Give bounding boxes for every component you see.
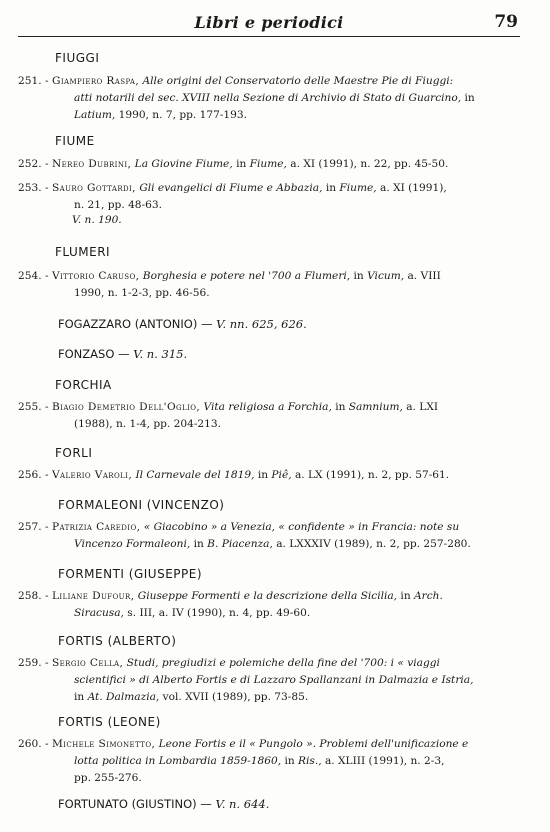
entry-in: in: [331, 401, 349, 413]
entry-citation: a. VIII: [404, 270, 441, 282]
entry-line: [52, 672, 493, 689]
section-heading-fortunato: FORTUNATO (GIUSTINO): [58, 797, 197, 811]
entry-line: [52, 736, 493, 753]
crossref-target: V. n. 315.: [133, 347, 188, 361]
crossref-target: V. n. 644.: [215, 797, 270, 811]
entry-line: [52, 90, 493, 107]
entry-text: [52, 156, 493, 173]
section-heading-fonzaso: FONZASO: [58, 347, 115, 361]
entry-line: [52, 268, 493, 285]
entry-in: in: [461, 92, 475, 104]
entry-title: La Giovine Fiume,: [134, 158, 233, 170]
entry-journal: Latium,: [74, 109, 116, 121]
entry-line: [52, 285, 493, 302]
entry-text: [52, 73, 493, 124]
entry-citation: 1990, n. 7, pp. 177-193.: [115, 109, 248, 121]
entry-in: in: [254, 469, 272, 481]
page-number: 79: [494, 12, 518, 32]
entry-in: in: [281, 755, 299, 767]
section-heading-fortis-leone: FORTIS (LEONE): [58, 715, 161, 729]
entry-title: « Giacobino » a Venezia, « confidente » in Francia: note su: [143, 521, 460, 533]
entry-journal: Fiume,: [339, 182, 377, 194]
entry-citation: (1988), n. 1-4, pp. 204-213.: [74, 418, 221, 430]
entry-journal: Siracusa,: [74, 607, 124, 619]
entry-in: in: [232, 158, 250, 170]
crossref-dash: —: [197, 317, 217, 331]
entry-author: Liliane Dufour,: [52, 590, 135, 602]
entry-title: Giuseppe Formenti e la descrizione della Sicilia,: [137, 590, 398, 602]
entry-253-see-also: V. n. 190.: [72, 214, 122, 226]
entry-line: [52, 197, 493, 214]
crossref-fortunato: [58, 797, 269, 811]
entry-title: Alle origini del Conservatorio delle Maestre Pie di Fiuggi:: [142, 75, 454, 87]
crossref-fonzaso: [58, 347, 187, 361]
entry-number: 258. -: [18, 590, 49, 602]
entry-text: [52, 399, 493, 433]
entry-citation: s. III, a. IV (1990), n. 4, pp. 49-60.: [123, 607, 311, 619]
entry-title: Vita religiosa a Forchia,: [203, 401, 332, 413]
entry-number: 260. -: [18, 738, 49, 750]
section-heading-fogazzaro: FOGAZZARO (ANTONIO): [58, 317, 198, 331]
entry-line: [52, 605, 493, 622]
entry-citation: a. LX (1991), n. 2, pp. 57-61.: [291, 469, 450, 481]
section-heading-formenti: FORMENTI (GIUSEPPE): [58, 567, 203, 581]
entry-line: [52, 180, 493, 197]
entry-line: [52, 107, 493, 124]
entry-journal: At. Dalmazia,: [87, 691, 160, 703]
entry-text: [52, 588, 493, 622]
entry-citation: n. 21, pp. 48-63.: [74, 199, 162, 211]
entry-title: atti notarili del sec. XVIII nella Sezione di Archivio di Stato di Guarcino,: [74, 92, 462, 104]
entry-author: Biagio Demetrio Dell'Oglio,: [52, 401, 201, 413]
entry-line: [52, 519, 493, 536]
entry-number: 251. -: [18, 75, 49, 87]
entry-line: [52, 536, 493, 553]
entry-line: [52, 399, 493, 416]
entry-title: scientifici » di Alberto Fortis e di Lazzaro Spallanzani in Dalmazia e Istria,: [74, 674, 474, 686]
entry-number: 252. -: [18, 158, 49, 170]
crossref-fogazzaro: [58, 317, 307, 331]
section-heading-forchia: FORCHIA: [55, 378, 112, 392]
entry-title: Borghesia e potere nel '700 a Flumeri,: [142, 270, 351, 282]
section-heading-fortis-alberto: FORTIS (ALBERTO): [58, 634, 177, 648]
entry-text: [52, 519, 493, 553]
entry-author: Patrizia Caredio,: [52, 521, 141, 533]
entry-author: Nereo Dubrini,: [52, 158, 132, 170]
entry-journal: Ris.,: [298, 755, 322, 767]
running-title: Libri e periodici: [194, 13, 344, 32]
entry-in: in: [190, 538, 208, 550]
entry-journal: Piê,: [271, 469, 292, 481]
entry-citation: a. XI (1991), n. 22, pp. 45-50.: [286, 158, 449, 170]
entry-author: Giampiero Raspa,: [52, 75, 140, 87]
entry-journal: Arch.: [414, 590, 443, 602]
entry-line: [52, 156, 493, 173]
entry-text: [52, 268, 493, 302]
entry-author: Sergio Cella,: [52, 657, 124, 669]
entry-number: 256. -: [18, 469, 49, 481]
entry-line: [52, 588, 493, 605]
entry-line: [52, 655, 493, 672]
section-heading-fiume: FIUME: [55, 134, 95, 148]
entry-journal: Vicum,: [367, 270, 405, 282]
entry-citation: a. XLIII (1991), n. 2-3,: [321, 755, 445, 767]
entry-number: 253. -: [18, 182, 49, 194]
entry-line: [52, 770, 493, 787]
entry-in: in: [74, 691, 88, 703]
entry-citation: pp. 255-276.: [74, 772, 142, 784]
entry-text: [52, 655, 493, 706]
entry-title: Vincenzo Formaleoni,: [74, 538, 191, 550]
entry-line: [52, 416, 493, 433]
entry-journal: B. Piacenza,: [207, 538, 273, 550]
entry-title: Il Carnevale del 1819,: [135, 469, 255, 481]
section-heading-forli: FORLI: [55, 446, 93, 460]
entry-author: Sauro Gottardi,: [52, 182, 136, 194]
crossref-dash: —: [196, 797, 216, 811]
entry-title: Studi, pregiudizi e polemiche della fine del '700: i « viaggi: [126, 657, 440, 669]
section-heading-fiuggi: FIUGGI: [55, 51, 100, 65]
entry-journal: Samnium,: [348, 401, 403, 413]
entry-journal: Fiume,: [249, 158, 287, 170]
entry-author: Valerio Varoli,: [52, 469, 133, 481]
section-heading-formaleoni: FORMALEONI (VINCENZO): [58, 498, 225, 512]
entry-in: in: [322, 182, 340, 194]
entry-text: [52, 467, 493, 484]
entry-citation: 1990, n. 1-2-3, pp. 46-56.: [74, 287, 210, 299]
entry-title: Leone Fortis e il « Pungolo ». Problemi dell'unificazione e: [158, 738, 469, 750]
entry-line: [52, 467, 493, 484]
entry-author: Vittorio Caruso,: [52, 270, 140, 282]
entry-title: lotta politica in Lombardia 1859-1860,: [74, 755, 282, 767]
entry-line: [52, 753, 493, 770]
entry-author: Michele Simonetto,: [52, 738, 156, 750]
entry-line: [52, 689, 493, 706]
entry-citation: a. LXXXIV (1989), n. 2, pp. 257-280.: [272, 538, 471, 550]
entry-title: Gli evangelici di Fiume e Abbazia,: [139, 182, 323, 194]
entry-number: 259. -: [18, 657, 49, 669]
crossref-dash: —: [114, 347, 134, 361]
entry-number: 257. -: [18, 521, 49, 533]
entry-text: [52, 736, 493, 787]
entry-citation: a. XI (1991),: [376, 182, 447, 194]
page-header: [18, 12, 520, 37]
entry-line: [52, 73, 493, 90]
entry-number: 254. -: [18, 270, 49, 282]
entry-in: in: [397, 590, 415, 602]
entry-number: 255. -: [18, 401, 49, 413]
entry-in: in: [350, 270, 368, 282]
entry-citation: vol. XVII (1989), pp. 73-85.: [159, 691, 309, 703]
entry-text: [52, 180, 493, 214]
section-heading-flumeri: FLUMERI: [55, 245, 111, 259]
crossref-target: V. nn. 625, 626.: [216, 317, 307, 331]
entry-citation: a. LXI: [402, 401, 439, 413]
